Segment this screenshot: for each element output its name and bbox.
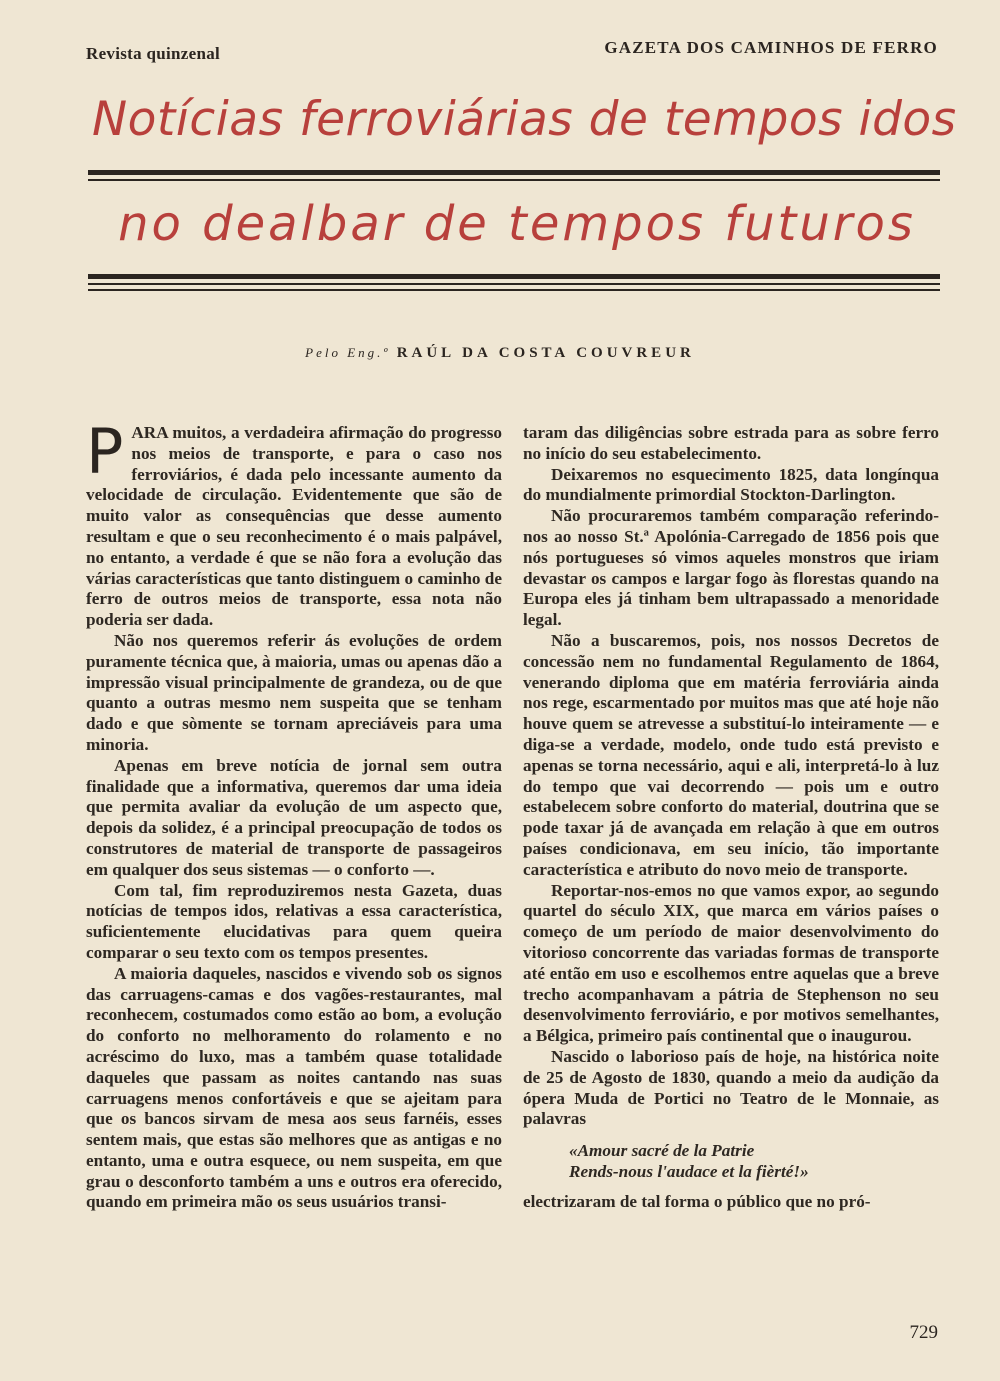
quote-line-2: Rends-nous l'audace et la fièrté!» [569, 1162, 809, 1182]
title-rule-thick-1 [88, 170, 940, 175]
header-publication: GAZETA DOS CAMINHOS DE FERRO [604, 38, 938, 57]
paragraph-7: Não procuraremos também comparação referindo-nos ao nosso St.ª Apolónia-Carregado de 1856 pois que nós portugueses só vimos aqueles monstros que iriam devastar os campos e largar fogo às florestas quando na Europa eles já tinham bem ultrapassado a menoridade legal. [523, 506, 939, 630]
paragraph-2: Não nos queremos referir ás evoluções de ordem puramente técnica que, à maioria, umas ou apenas dão a impressão visual principalmente de grandeza, ou de que quanto a outras mesmo nem suspeita que se tenham dado e que sòmente se tornam apreciáveis para uma minoria. [86, 630, 502, 754]
title-rule-thin-2 [88, 283, 940, 285]
paragraph-3: Apenas em breve notícia de jornal sem outra finalidade que a informativa, queremos dar uma ideia que permita avaliar da evolução de um aspecto que, depois da solidez, é a principal preocupação de todos os construtores de material de transporte de passageiros em qualquer dos seus sistemas — o conforto —. [86, 755, 502, 879]
drop-cap: P [86, 415, 124, 488]
paragraph-4: Com tal, fim reproduziremos nesta Gazeta, duas notícias de tempos idos, relativas a essa característica, suficientemente elucidativas para quem queira comparar o seu texto com os tempos presentes. [86, 880, 502, 962]
column-right [523, 423, 939, 1213]
title-line-1: Notícias ferroviárias de tempos idos [92, 92, 957, 147]
paragraph-10: Nascido o laborioso país de hoje, na histórica noite de 25 de Agosto de 1830, quando a meio da audição da ópera Muda de Portici no Teatro de le Monnaie, as palavras [523, 1046, 939, 1129]
paragraph-continued: taram das diligências sobre estrada para as sobre ferro no início do seu estabelecimento. [523, 423, 939, 463]
page-number: 729 [909, 1322, 938, 1343]
title-line-2: no dealbar de tempos futuros [118, 196, 916, 252]
quote-line-1: «Amour sacré de la Patrie [569, 1141, 755, 1161]
paragraph-8: Não a buscaremos, pois, nos nossos Decretos de concessão nem no fundamental Regulamento de 1864, venerando diploma que em matéria ferroviária ainda nos rege, escarmentado por muitos mas que até hoje não houve quem se atrevesse a substituí-lo inteiramente — e diga-se a verdade, modelo, onde tudo está previsto e apenas se torna necessário, aqui e ali, interpretá-lo à luz do tempo que vai decorrendo — pois um e outro estabelecem sobre conforto do material, doutrina que se pode taxar já de avançada em relação à que em outros países condicionava, em seu início, tão importante característica e atributo do novo meio de transporte. [523, 630, 939, 879]
title-rule-thin-3 [88, 289, 940, 291]
paragraph-1: PARA muitos, a verdadeira afirmação do progresso nos meios de transporte, e para o caso nos ferroviários, é dada pelo incessante aumento da velocidade de circulação. Evidentemente que são de muito valor as consequências que desse aumento resultam e que o seu reconhecimento é o mais palpável, no entanto, a verdade é que se não fora a evolução das várias características que tanto distinguem o caminho de ferro de outros meios de transporte, essa nota não poderia ser dada. [86, 415, 502, 630]
header-periodicity: Revista quinzenal [86, 44, 221, 63]
column-left [86, 415, 502, 1213]
paragraph-after-quote: electrizaram de tal forma o público que no pró- [523, 1192, 871, 1212]
byline [0, 345, 1000, 362]
title-rule-thin-1 [88, 179, 940, 181]
title-rule-thick-2 [88, 274, 940, 279]
paragraph-5: A maioria daqueles, nascidos e vivendo sob os signos das carruagens-camas e dos vagões-restaurantes, mal reconhecem, costumados como estão ao bom, a evolução do conforto no melhoramento do rolamento e no acréscimo do luxo, mas a também quase totalidade daqueles que passam as noites cantando nas suas carruagens menos confortáveis e que se ajeitam para que os bancos sirvam de mesa aos seus farnéis, esses sentem mais, que estas são melhores que as antigas e no entanto, uma e outra esquece, ou nem suspeita, em que grau o desconforto também a uns e outros era oferecido, quando em primeira mão os seus usuários transi- [86, 963, 502, 1212]
quote-block [569, 1140, 939, 1182]
paragraph-9: Reportar-nos-emos no que vamos expor, ao segundo quartel do século XIX, que marca em vários países o começo de um período de maior desenvolvimento do vitorioso concorrente das variadas formas de transporte até então em uso e escolhemos entre aquelas que a breve trecho acompanhavam a pátria de Stephenson no seu desenvolvimento ferroviário, e por motivos semelhantes, a Bélgica, primeiro país continental que o inaugurou. [523, 880, 939, 1046]
paragraph-6: Deixaremos no esquecimento 1825, data longínqua do mundialmente primordial Stockton-Darlington. [523, 464, 939, 505]
byline-author: RAÚL DA COSTA COUVREUR [396, 345, 695, 361]
byline-prefix: Pelo Eng.º [305, 345, 391, 360]
